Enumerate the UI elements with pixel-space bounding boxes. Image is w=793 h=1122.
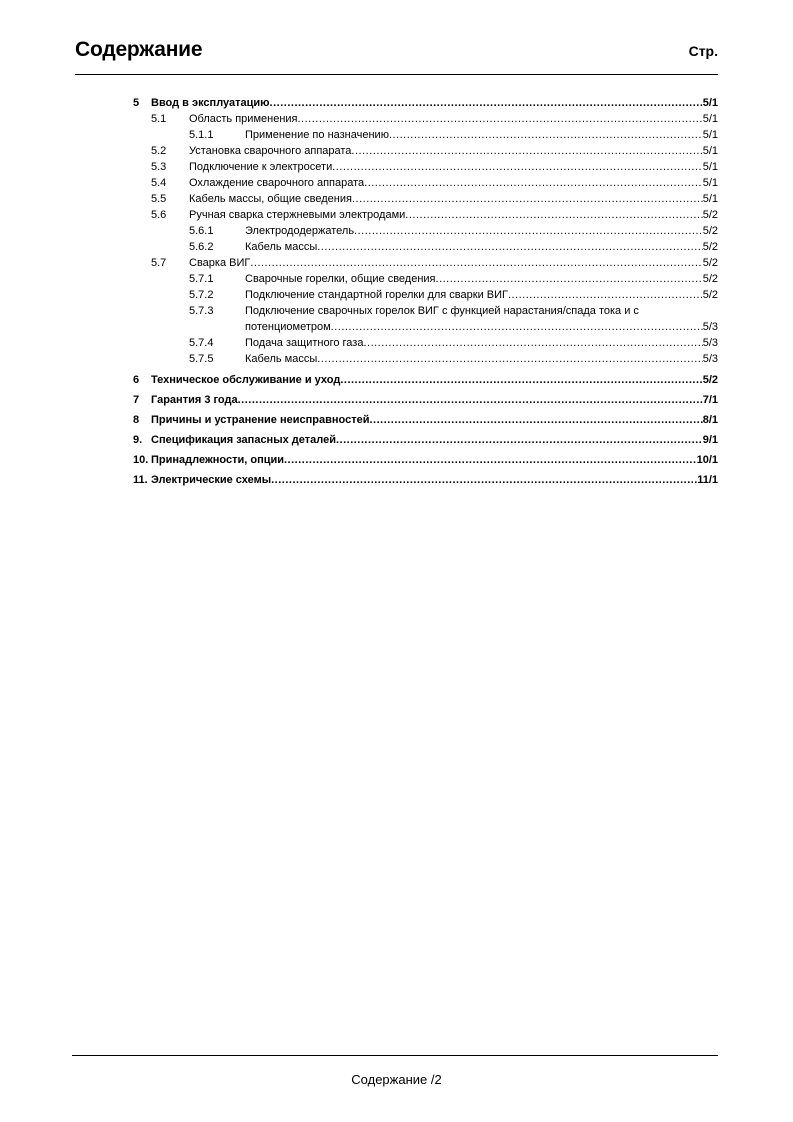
toc-entry-page: 5/2 — [702, 225, 718, 237]
page-header — [75, 38, 718, 75]
toc-entry[interactable] — [0, 472, 793, 488]
toc-entry-number: 5.5 — [151, 193, 167, 205]
toc-entry-title: Сварка ВИГ — [189, 257, 251, 269]
toc-entry[interactable] — [0, 351, 793, 367]
toc-entry-title-continuation: потенциометром — [245, 321, 331, 333]
dot-leader — [363, 335, 702, 351]
toc-entry-page: 8/1 — [702, 414, 718, 426]
toc-entry[interactable] — [0, 452, 793, 468]
toc-entry-number: 6 — [133, 374, 140, 386]
toc-entry[interactable] — [0, 335, 793, 351]
dot-leader — [271, 472, 697, 488]
toc-entry-number: 5.1.1 — [189, 129, 214, 141]
toc-entry[interactable] — [0, 372, 793, 388]
toc-entry[interactable] — [0, 239, 793, 255]
dot-leader — [508, 287, 703, 303]
toc-entry-page: 5/1 — [702, 97, 718, 109]
toc-entry-title: Подключение сварочных горелок ВИГ с функцией нарастания/спада тока и с — [245, 305, 639, 317]
toc-entry-title: Кабель массы — [245, 353, 318, 365]
toc-entry[interactable] — [0, 392, 793, 408]
toc-entry-title: Подключение стандартной горелки для сварки ВИГ — [245, 289, 508, 301]
toc-entry-page: 5/2 — [702, 273, 718, 285]
toc-entry-title: Применение по назначению — [245, 129, 389, 141]
toc-entry-continuation[interactable] — [0, 319, 793, 335]
toc-entry-number: 5.6.2 — [189, 241, 214, 253]
toc-entry-page: 10/1 — [696, 454, 718, 466]
dot-leader — [317, 239, 702, 255]
footer-rule — [72, 1055, 718, 1056]
toc-entry[interactable] — [0, 175, 793, 191]
page-footer: Содержание /2 — [351, 1072, 442, 1087]
toc-entry[interactable] — [0, 223, 793, 239]
toc-entry-title: Кабель массы, общие сведения — [189, 193, 352, 205]
dot-leader — [331, 319, 703, 335]
toc-entry-number: 5.7.5 — [189, 353, 214, 365]
toc-entry-number: 5.7.1 — [189, 273, 214, 285]
toc-entry-page: 5/1 — [702, 177, 718, 189]
toc-entry-page: 7/1 — [702, 394, 718, 406]
toc-entry-number: 10. — [133, 454, 149, 466]
toc-entry-title: Ввод в эксплуатацию — [151, 97, 270, 109]
toc-entry[interactable] — [0, 271, 793, 287]
toc-entry-page: 5/1 — [702, 113, 718, 125]
page-column-label: Стр. — [688, 43, 718, 59]
toc-entry-title: Сварочные горелки, общие сведения — [245, 273, 436, 285]
toc-entry-title: Электрические схемы — [151, 474, 272, 486]
toc-entry-number: 5 — [133, 97, 140, 109]
dot-leader — [436, 271, 703, 287]
toc-entry-title: Кабель массы — [245, 241, 318, 253]
toc-entry[interactable] — [0, 191, 793, 207]
toc-entry-title: Принадлежности, опции — [151, 454, 284, 466]
dot-leader — [369, 412, 702, 428]
toc-entry-title: Техническое обслуживание и уход — [151, 374, 341, 386]
toc-entry-page: 5/3 — [702, 337, 718, 349]
toc-entry-number: 5.6.1 — [189, 225, 214, 237]
toc-entry-title: Установка сварочного аппарата — [189, 145, 352, 157]
toc-entry[interactable] — [0, 127, 793, 143]
toc-entry-page: 5/3 — [702, 353, 718, 365]
page-title: Содержание — [75, 38, 203, 61]
toc-entry-page: 5/2 — [702, 241, 718, 253]
toc-entry[interactable] — [0, 255, 793, 271]
toc-entry-page: 5/2 — [702, 209, 718, 221]
dot-leader — [298, 111, 703, 127]
toc-entry-number: 5.2 — [151, 145, 167, 157]
dot-leader — [364, 175, 703, 191]
dot-leader — [340, 372, 702, 388]
dot-leader — [405, 207, 702, 223]
toc-entry[interactable] — [0, 303, 793, 319]
dot-leader — [352, 191, 703, 207]
dot-leader — [354, 223, 703, 239]
toc-entry-number: 5.7.2 — [189, 289, 214, 301]
toc-entry-page: 5/1 — [702, 193, 718, 205]
dot-leader — [317, 351, 702, 367]
toc-entry-number: 5.7.4 — [189, 337, 214, 349]
dot-leader — [332, 159, 702, 175]
toc-entry-page: 5/1 — [702, 145, 718, 157]
toc-entry-number: 5.7.3 — [189, 305, 214, 317]
toc-entry-page: 5/1 — [702, 161, 718, 173]
toc-entry-number: 9. — [133, 434, 143, 446]
toc-entry-title: Причины и устранение неисправностей — [151, 414, 370, 426]
toc-entry-title: Охлаждение сварочного аппарата — [189, 177, 365, 189]
dot-leader — [284, 452, 697, 468]
toc-entry-number: 5.1 — [151, 113, 167, 125]
dot-leader — [351, 143, 702, 159]
dot-leader — [336, 432, 703, 448]
toc-entry-page: 5/2 — [702, 289, 718, 301]
toc-entry-page: 11/1 — [697, 474, 718, 486]
toc-entry-title: Гарантия 3 года — [151, 394, 238, 406]
toc-entry[interactable] — [0, 95, 793, 111]
toc-entry-title: Ручная сварка стержневыми электродами — [189, 209, 406, 221]
toc-entry-number: 5.4 — [151, 177, 167, 189]
toc-entry[interactable] — [0, 111, 793, 127]
toc-entry-number: 7 — [133, 394, 140, 406]
dot-leader — [389, 127, 703, 143]
toc-entry-page: 5/3 — [702, 321, 718, 333]
toc-entry-title: Электрододержатель — [245, 225, 355, 237]
toc-entry-page: 9/1 — [702, 434, 718, 446]
toc-entry-page: 5/1 — [702, 129, 718, 141]
toc-entry-title: Область применения — [189, 113, 298, 125]
toc-entry-title: Подача защитного газа — [245, 337, 364, 349]
dot-leader — [238, 392, 703, 408]
toc-entry-title: Спецификация запасных деталей — [151, 434, 336, 446]
toc-entry[interactable] — [0, 412, 793, 428]
toc-entry-page: 5/2 — [702, 374, 718, 386]
toc-entry-number: 11. — [133, 474, 148, 486]
toc-entry[interactable] — [0, 159, 793, 175]
toc-entry[interactable] — [0, 287, 793, 303]
dot-leader — [270, 95, 703, 111]
toc-entry-title: Подключение к электросети — [189, 161, 333, 173]
toc-entry[interactable] — [0, 207, 793, 223]
toc-entry-number: 5.7 — [151, 257, 167, 269]
toc-entry-number: 5.6 — [151, 209, 167, 221]
dot-leader — [250, 255, 702, 271]
toc-entry[interactable] — [0, 432, 793, 448]
toc-entry-number: 8 — [133, 414, 140, 426]
toc-entry-number: 5.3 — [151, 161, 167, 173]
toc-entry-page: 5/2 — [702, 257, 718, 269]
toc-entry[interactable] — [0, 143, 793, 159]
